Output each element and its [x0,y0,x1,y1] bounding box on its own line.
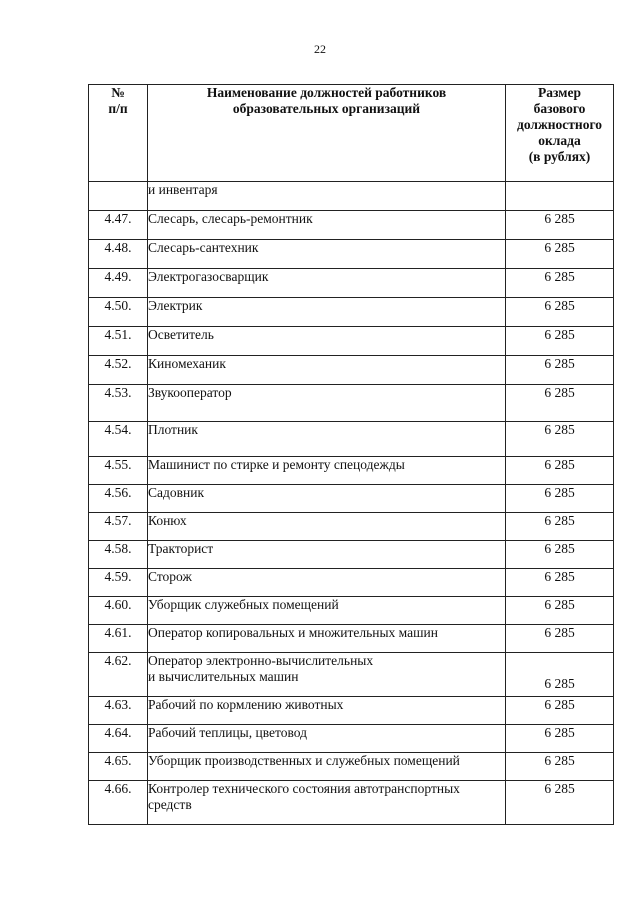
position-name-line: Оператор копировальных и множительных машин [148,625,438,640]
header-salary-line: Размер [538,85,581,100]
header-name-line: Наименование должностей работников [206,85,447,100]
position-name-line: Электрогазосварщик [148,269,269,284]
row-position-name [148,653,506,697]
position-name-line: Уборщик служебных помещений [148,597,339,612]
table-header-row [89,85,614,182]
row-base-salary: 6 285 [506,725,614,753]
row-number: 4.64. [89,725,148,753]
row-position-name [148,597,506,625]
row-number: 4.51. [89,327,148,356]
row-position-name [148,725,506,753]
row-position-name [148,753,506,781]
row-position-name [148,327,506,356]
table-row [89,569,614,597]
row-position-name [148,625,506,653]
row-number: 4.52. [89,356,148,385]
header-salary-line: (в рублях) [528,149,591,164]
position-name-line: Плотник [148,422,198,437]
position-name-line: Конюх [148,513,187,528]
row-base-salary: 6 285 [506,356,614,385]
table-row [89,725,614,753]
header-number-line: № [111,85,125,100]
row-base-salary: 6 285 [506,211,614,240]
table-body [89,182,614,825]
position-name-line: Киномеханик [148,356,226,371]
table-row [89,211,614,240]
row-number: 4.49. [89,269,148,298]
position-name-line: Осветитель [148,327,214,342]
row-position-name [148,240,506,269]
row-position-name [148,298,506,327]
row-number: 4.56. [89,485,148,513]
row-base-salary: 6 285 [506,625,614,653]
row-base-salary: 6 285 [506,597,614,625]
row-base-salary: 6 285 [506,269,614,298]
row-position-name [148,385,506,422]
header-number-line: п/п [108,101,128,116]
header-number [89,85,148,182]
row-base-salary: 6 285 [506,753,614,781]
table-row [89,753,614,781]
table-row [89,697,614,725]
table-row [89,513,614,541]
row-base-salary: 6 285 [506,541,614,569]
table-row [89,240,614,269]
header-salary-line: должностного [517,117,602,132]
row-number: 4.58. [89,541,148,569]
table-row [89,781,614,825]
position-name-line: Рабочий теплицы, цветовод [148,725,308,740]
row-position-name [148,513,506,541]
row-position-name [148,269,506,298]
table-row [89,356,614,385]
row-base-salary: 6 285 [506,697,614,725]
position-name-line: Слесарь, слесарь-ремонтник [148,211,313,226]
position-name-line: Рабочий по кормлению животных [148,697,344,712]
page-number: 22 [314,42,326,56]
position-name-line: Контролер технического состояния автотранспортных [148,781,460,796]
row-base-salary: 6 285 [506,457,614,485]
row-position-name [148,697,506,725]
row-base-salary: 6 285 [506,327,614,356]
row-base-salary: 6 285 [506,422,614,457]
table-row [89,457,614,485]
continuation-salary-cell [506,182,614,211]
position-name-line: Слесарь-сантехник [148,240,259,255]
row-number: 4.62. [89,653,148,697]
table-row [89,625,614,653]
position-name-line: и вычислительных машин [148,669,299,684]
row-number: 4.50. [89,298,148,327]
position-name-line: Уборщик производственных и служебных помещений [148,753,460,768]
row-position-name [148,356,506,385]
position-name-line: Садовник [148,485,204,500]
row-number: 4.48. [89,240,148,269]
row-number: 4.63. [89,697,148,725]
row-number: 4.54. [89,422,148,457]
position-name-line: Электрик [148,298,203,313]
row-number: 4.57. [89,513,148,541]
row-base-salary: 6 285 [506,298,614,327]
row-base-salary: 6 285 [506,485,614,513]
continuation-row [89,182,614,211]
table-row [89,422,614,457]
table-row [89,385,614,422]
position-name-line: Машинист по стирке и ремонту спецодежды [148,457,405,472]
table-row [89,269,614,298]
position-name-line: Оператор электронно-вычислительных [148,653,374,668]
row-number: 4.65. [89,753,148,781]
continuation-text: и инвентаря [148,182,506,211]
row-position-name [148,569,506,597]
table-row [89,327,614,356]
table-row [89,298,614,327]
row-base-salary: 6 285 [506,569,614,597]
row-position-name [148,211,506,240]
row-number: 4.53. [89,385,148,422]
table-row [89,485,614,513]
header-salary-line: оклада [538,133,581,148]
position-name-line: Сторож [148,569,192,584]
row-number: 4.60. [89,597,148,625]
row-position-name [148,485,506,513]
position-name-line: Тракторист [148,541,214,556]
table-row [89,597,614,625]
row-base-salary: 6 285 [506,781,614,825]
row-base-salary: 6 285 [506,385,614,422]
position-name-line: Звукооператор [148,385,232,400]
row-base-salary: 6 285 [506,653,614,697]
row-number: 4.47. [89,211,148,240]
header-base-salary [506,85,614,182]
row-position-name [148,781,506,825]
header-name-line: образовательных организаций [232,101,421,116]
table-row [89,541,614,569]
row-number: 4.66. [89,781,148,825]
salary-table [88,84,614,825]
header-position-name [148,85,506,182]
table-row [89,653,614,697]
row-base-salary: 6 285 [506,240,614,269]
row-base-salary: 6 285 [506,513,614,541]
continuation-number-cell [89,182,148,211]
row-position-name [148,541,506,569]
row-position-name [148,422,506,457]
row-number: 4.61. [89,625,148,653]
row-number: 4.55. [89,457,148,485]
row-number: 4.59. [89,569,148,597]
position-name-line: средств [148,797,192,812]
header-salary-line: базового [533,101,586,116]
row-position-name [148,457,506,485]
